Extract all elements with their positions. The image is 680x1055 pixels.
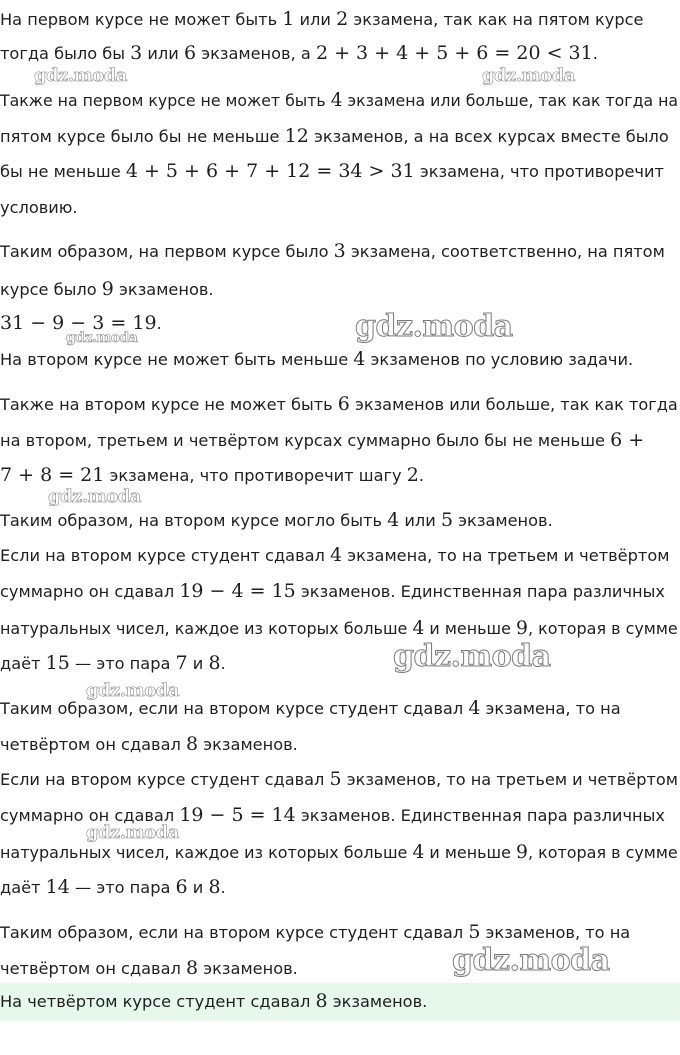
- math-expression: 1: [282, 8, 295, 30]
- math-expression: 3: [130, 42, 143, 64]
- text-fragment: Таким образом, на втором курсе могло быть: [0, 511, 388, 530]
- text-fragment: экзамена, так как на пятом курсе: [348, 10, 644, 29]
- math-expression: 5: [440, 509, 454, 531]
- math-expression: 8: [315, 990, 328, 1012]
- text-fragment: экзаменов.: [198, 735, 298, 754]
- text-line: [0, 921, 630, 944]
- text-fragment: Если на втором курсе студент сдавал: [0, 546, 331, 565]
- text-line: [0, 393, 678, 416]
- watermark: gdz.moda: [48, 486, 141, 507]
- text-fragment: экзамена, то на: [480, 699, 621, 718]
- text-line: [0, 8, 644, 31]
- math-expression: 8: [208, 876, 221, 898]
- text-fragment: экзамена, то на третьем и четвёртом: [342, 546, 670, 565]
- text-fragment: Таким образом, если на втором курсе студент сдавал: [0, 699, 469, 718]
- text-fragment: Также на втором курсе не может быть: [0, 395, 338, 414]
- text-fragment: четвёртом он сдавал: [0, 959, 187, 978]
- text-fragment: Таким образом, на первом курсе было: [0, 242, 334, 261]
- math-expression: 9: [516, 617, 528, 639]
- text-line: [0, 89, 678, 112]
- text-line: [0, 652, 226, 675]
- math-expression: 15: [45, 652, 70, 674]
- text-fragment: условию.: [0, 198, 78, 217]
- math-expression: 7: [175, 652, 188, 674]
- text-fragment: — это пара: [69, 654, 176, 673]
- text-fragment: Также на первом курсе не может быть: [0, 91, 331, 110]
- math-expression: 8: [186, 957, 199, 979]
- math-expression: 9: [101, 278, 114, 300]
- text-line: [0, 240, 665, 263]
- text-line: [0, 544, 669, 567]
- text-fragment: , которая в сумме: [527, 619, 678, 638]
- text-fragment: экзамена или больше, так как тогда на: [342, 91, 679, 110]
- math-expression: 8: [208, 652, 221, 674]
- watermark: gdz.moda: [482, 65, 575, 86]
- math-expression: 6: [175, 876, 188, 898]
- text-fragment: тогда было бы: [0, 44, 131, 63]
- text-line: [0, 768, 678, 791]
- math-expression: 6 +: [610, 429, 645, 451]
- text-line: [0, 841, 678, 864]
- text-line: [0, 348, 633, 371]
- math-expression: 4: [353, 348, 366, 370]
- text-fragment: Таким образом, если на втором курсе студент сдавал: [0, 923, 469, 942]
- text-fragment: — это пара: [69, 878, 176, 897]
- text-fragment: Если на втором курсе студент сдавал: [0, 770, 330, 789]
- text-fragment: на втором, третьем и четвёртом курсах суммарно было бы не меньше: [0, 431, 611, 450]
- text-line: [0, 580, 665, 603]
- math-expression: 14: [45, 876, 70, 898]
- math-expression: 4: [412, 617, 425, 639]
- text-line: [0, 429, 644, 452]
- text-fragment: четвёртом он сдавал: [0, 735, 187, 754]
- math-expression: 4: [387, 509, 400, 531]
- text-fragment: .: [592, 44, 598, 63]
- text-fragment: экзаменов или больше, так как тогда: [349, 395, 678, 414]
- text-fragment: экзамена, что противоречит шагу: [104, 466, 407, 485]
- math-expression: 4: [330, 89, 343, 111]
- math-expression: 6: [183, 42, 197, 64]
- text-fragment: , которая в сумме: [527, 843, 678, 862]
- text-line: [0, 957, 298, 980]
- text-line: [0, 42, 598, 65]
- text-fragment: и: [187, 654, 209, 673]
- math-expression: 9: [516, 841, 528, 863]
- text-fragment: даёт: [0, 654, 46, 673]
- text-fragment: даёт: [0, 878, 46, 897]
- math-expression: 3: [333, 240, 346, 262]
- text-fragment: и: [187, 878, 209, 897]
- math-expression: 2: [336, 8, 349, 30]
- watermark: gdz.moda: [86, 680, 179, 701]
- math-expression: 4: [412, 841, 425, 863]
- text-fragment: экзаменов.: [453, 511, 553, 530]
- watermark: gdz.moda: [452, 943, 610, 978]
- text-line: [0, 876, 226, 899]
- text-fragment: суммарно он сдавал: [0, 582, 180, 601]
- math-expression: 31 − 9 − 3 = 19: [0, 312, 157, 334]
- text-fragment: экзаменов. Единственная пара различных: [295, 806, 665, 825]
- watermark: gdz.moda: [355, 309, 513, 344]
- text-line: [0, 197, 78, 219]
- text-fragment: натуральных чисел, каждое из которых больше: [0, 619, 413, 638]
- math-expression: 7 + 8 = 21: [0, 464, 105, 486]
- text-fragment: экзаменов.: [327, 992, 428, 1011]
- text-line: [0, 509, 553, 532]
- text-fragment: курсе было: [0, 280, 102, 299]
- math-expression: 4: [330, 544, 343, 566]
- text-fragment: натуральных чисел, каждое из которых больше: [0, 843, 413, 862]
- text-fragment: экзамена, что противоречит: [414, 162, 664, 181]
- math-expression: 8: [186, 733, 199, 755]
- text-fragment: экзамена, соответственно, на пятом: [345, 242, 665, 261]
- text-fragment: .: [220, 878, 226, 897]
- text-fragment: пятом курсе было бы не меньше: [0, 127, 285, 146]
- text-fragment: бы не меньше: [0, 162, 126, 181]
- math-expression: 4 + 5 + 6 + 7 + 12 = 34 > 31: [125, 160, 415, 182]
- math-expression: 6: [337, 393, 350, 415]
- text-fragment: .: [220, 654, 226, 673]
- watermark: gdz.moda: [34, 65, 127, 86]
- watermark: gdz.moda: [66, 330, 138, 346]
- text-line: [0, 617, 678, 640]
- math-expression: 19 − 4 = 15: [179, 580, 296, 602]
- math-expression: 2: [406, 464, 419, 486]
- text-fragment: или: [399, 511, 441, 530]
- text-fragment: экзаменов, то на: [480, 923, 631, 942]
- math-expression: 5: [468, 921, 481, 943]
- text-line: [0, 125, 669, 148]
- math-expression: 19 − 5 = 14: [179, 804, 296, 826]
- text-fragment: или: [294, 10, 337, 29]
- math-expression: 12: [284, 125, 309, 147]
- text-line: [0, 464, 424, 487]
- text-line: [0, 733, 298, 756]
- text-line: [0, 278, 214, 301]
- text-fragment: экзаменов, то на третьем и четвёртом: [341, 770, 678, 789]
- text-fragment: и меньше: [424, 619, 517, 638]
- text-fragment: экзаменов. Единственная пара различных: [295, 582, 665, 601]
- text-line: [0, 990, 427, 1013]
- watermark: gdz.moda: [86, 822, 179, 843]
- text-fragment: или: [142, 44, 184, 63]
- text-fragment: суммарно он сдавал: [0, 806, 180, 825]
- text-fragment: На первом курсе не может быть: [0, 10, 283, 29]
- text-fragment: На втором курсе не может быть меньше: [0, 350, 354, 369]
- text-fragment: экзаменов, а на всех курсах вместе было: [308, 127, 669, 146]
- text-fragment: экзаменов, а: [196, 44, 316, 63]
- text-fragment: .: [418, 466, 424, 485]
- text-fragment: .: [156, 314, 162, 333]
- text-fragment: экзаменов по условию задачи.: [365, 350, 634, 369]
- text-line: [0, 160, 664, 183]
- watermark: gdz.moda: [393, 639, 551, 674]
- math-expression: 5: [329, 768, 342, 790]
- text-fragment: и меньше: [424, 843, 517, 862]
- text-fragment: экзаменов.: [113, 280, 214, 299]
- text-fragment: На четвёртом курсе студент сдавал: [0, 992, 316, 1011]
- math-expression: 4: [468, 697, 481, 719]
- text-fragment: экзаменов.: [198, 959, 298, 978]
- math-expression: 2 + 3 + 4 + 5 + 6 = 20 < 31: [315, 42, 593, 64]
